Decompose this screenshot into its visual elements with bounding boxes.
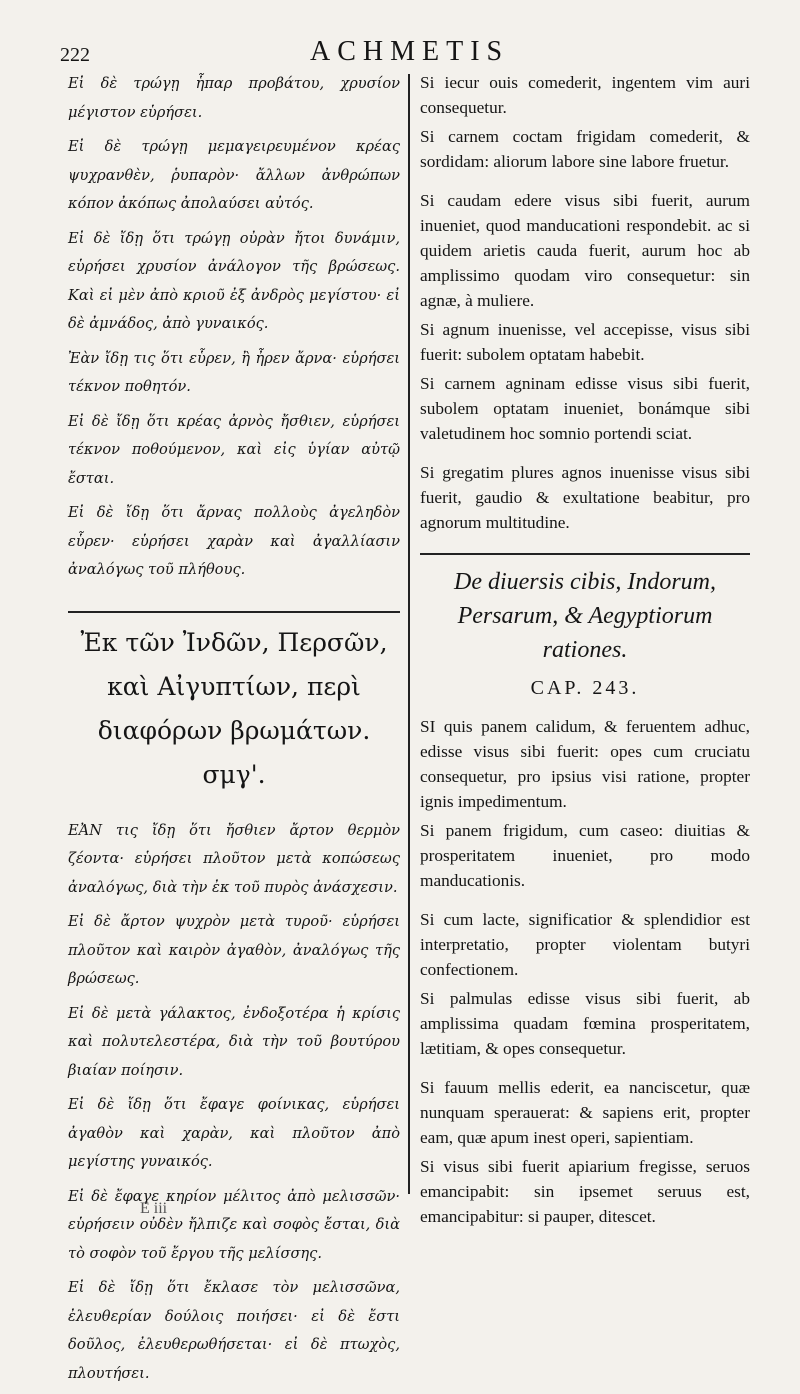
greek-paragraph: Εἰ δὲ ἴδῃ ὅτι κρέας ἀρνὸς ἤσθιεν, εὑρήσει τέκνον ποθούμενον, καὶ εἰς ὑγίαν αὐτῷ ἔσται. [68,412,400,487]
greek-paragraph: Εἰ δὲ ἴδῃ ὅτι τρώγῃ οὐρὰν ἤτοι δυνάμιν, εὑρήσει χρυσίον ἀνάλογον τῆς βρώσεως. Καὶ εἰ μὲν ἀπὸ κριοῦ ἐξ ἀνδρὸς μεγίστου· εἰ δὲ ἀμνάδος, ἀπὸ γυναικός. [68,229,400,332]
greek-paragraph: Ἐὰν ἴδῃ τις ὅτι εὗρεν, ἢ ἦρεν ἄρνα· εὑρήσει τέκνον ποθητόν. [68,349,400,395]
latin-paragraph: Si caudam edere visus sibi fuerit, aurum inueniet, quod manducationi respondebit. ac si quidem arietis cauda fuerit, aurum hoc ab amplissimo quodam viro consequetur: sin agnæ, à muliere. [420,191,750,310]
greek-paragraph: Εἰ δὲ μετὰ γάλακτος, ἐνδοξοτέρα ἡ κρίσις καὶ πολυτελεστέρα, διὰ τὴν τοῦ βουτύρου βιαίαν ποίησιν. [68,1004,400,1079]
latin-paragraph: Si carnem coctam frigidam comederit, & sordidam: aliorum labore sine labore fruetur. [420,127,750,171]
greek-paragraph: Εἰ δὲ ἄρτον ψυχρὸν μετὰ τυροῦ· εὑρήσει πλοῦτον καὶ καιρὸν ἀγαθὸν, ἀναλόγως τῆς βρώσεως. [68,913,400,987]
latin-paragraph: Si agnum inuenisse, vel accepisse, visus sibi fuerit: subolem optatam habebit. [420,320,750,364]
latin-section-heading: De diuersis cibis, Indorum, Persarum, & Aegyptiorum rationes. [454,569,716,663]
latin-paragraph: Si palmulas edisse visus sibi fuerit, ab amplissima quadam fœmina prosperitatem, lætitiam, & opes consequetur. [420,989,750,1058]
running-title: ACHMETIS [310,36,510,67]
latin-column [420,70,750,1243]
section-rule-left [68,611,400,613]
greek-paragraph: ΕἈΝ τις ἴδῃ ὅτι ἤσθιεν ἄρτον θερμὸν ζέοντα· εὑρήσει πλοῦτον μετὰ κοπώσεως ἀναλόγως, διὰ τὴν ἐκ τοῦ πυρὸς ἀνάσχεσιν. [68,821,400,896]
latin-paragraph: Si iecur ouis comederit, ingentem vim auri consequetur. [420,73,750,117]
latin-paragraph: Si visus sibi fuerit apiarium fregisse, seruos emancipabit: sin ipsemet seruus est, emancipabitur: si pauper, ditescet. [420,1157,750,1226]
latin-paragraph: Si gregatim plures agnos inuenisse visus sibi fuerit, gaudio & exultatione beabitur, pro agnorum multitudine. [420,463,750,532]
page-header [60,30,760,70]
greek-paragraph: Εἰ δὲ τρώγῃ μεμαγειρευμένον κρέας ψυχρανθὲν, ῥυπαρὸν· ἄλλων ἀνθρώπων κόπον ἀκόπως ἀπολαύσει αὐτός. [68,138,400,212]
chapter-number: CAP. 243. [530,677,640,699]
section-rule-right [420,553,750,555]
greek-column [68,70,400,1394]
latin-paragraph: Si cum lacte, significatior & splendidior est interpretatio, propter violentam butyri confectionem. [420,910,750,979]
greek-paragraph: Εἰ δὲ ἴδῃ ὅτι ἔκλασε τὸν μελισσῶνα, ἐλευθερίαν δούλοις ποιήσει· εἰ δὲ ἔστι δοῦλος, ἐλευθερωθήσεται· εἰ δὲ πτωχὸς, πλουτήσει. [68,1279,400,1382]
latin-paragraph: Si carnem agninam edisse visus sibi fuerit, subolem optatam inueniet, bonámque sibi valetudinem hoc somnio portendi sciat. [420,374,750,443]
greek-paragraph: Εἰ δὲ ἔφαγε κηρίον μέλιτος ἀπὸ μελισσῶν· εὑρήσειν οὐδὲν ἤλπιζε καὶ σοφὸς ἔσται, διὰ τὸ σοφὸν τοῦ ἔργου τῆς μελίσσης. [68,1187,400,1262]
latin-paragraph: SI quis panem calidum, & feruentem adhuc, edisse visus sibi fuerit: opes cum cruciatu consequetur, pro ipsius visi ratione, propter ignis impedimentum. [420,717,750,811]
column-divider [408,74,410,1194]
greek-paragraph: Εἰ δὲ ἴδῃ ὅτι ἔφαγε φοίνικας, εὑρήσει ἀγαθὸν καὶ χαρὰν, καὶ πλοῦτον ἀπὸ μεγίστης γυναικός. [68,1096,400,1170]
greek-paragraph: Εἰ δὲ τρώγῃ ἧπαρ προβάτου, χρυσίον μέγιστον εὑρήσει. [68,75,400,121]
greek-paragraph: Εἰ δὲ ἴδῃ ὅτι ἄρνας πολλοὺς ἀγεληδὸν εὗρεν· εὑρήσει χαρὰν καὶ ἀγαλλίασιν ἀναλόγως τοῦ πλήθους. [68,504,400,578]
signature-mark: E iii [140,1200,168,1217]
latin-paragraph: Si panem frigidum, cum caseo: diuitias & prosperitatem inueniet, pro modo manducationis. [420,821,750,890]
page-number: 222 [60,44,90,66]
latin-paragraph: Si fauum mellis ederit, ea nanciscetur, quæ nunquam sperauerat: & sapiens erit, propter eam, quæ apum inest operi, sapientiam. [420,1078,750,1147]
greek-section-heading: Ἐκ τῶν Ἰνδῶν, Περσῶν, καὶ Αἰγυπτίων, περὶ διαφόρων βρωμάτων. σμγ'. [80,627,388,789]
